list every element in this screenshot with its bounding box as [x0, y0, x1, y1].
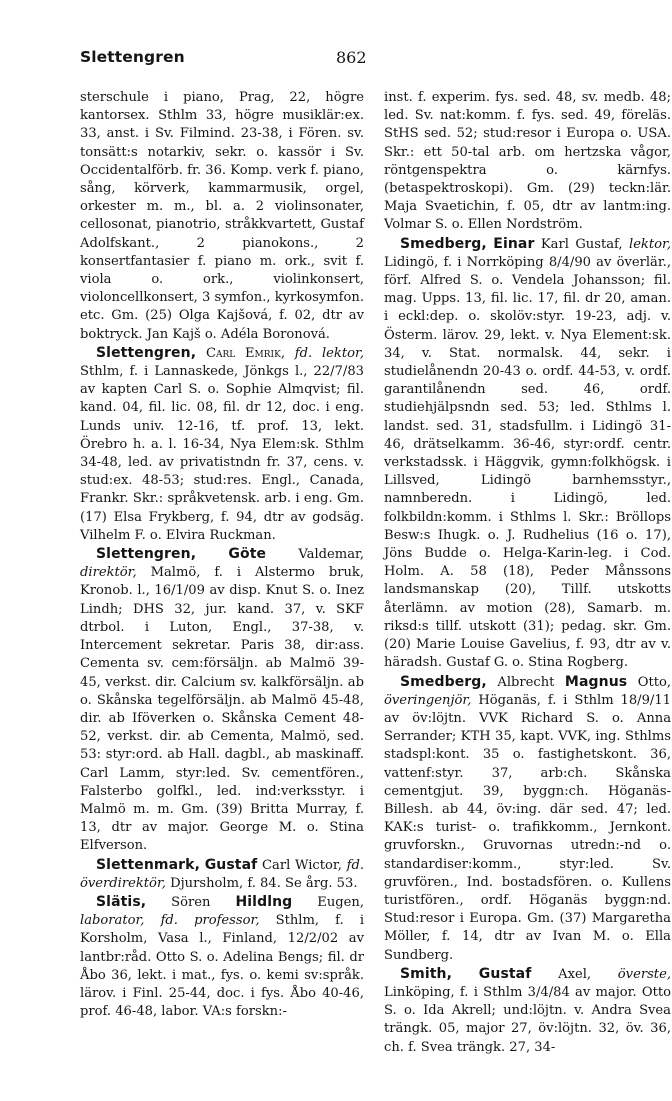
- entry-text: Malmö, f. i Alstermo bruk, Kronob. l., 16/1/09 av disp. Knut S. o. Inez Lindh; DHS 32, jur. kand. 37, v. SKF dtrbol. i Luton, Engl., 37-38, v. Intercement sekretar. Paris 38, dir:ass. Cementa sv. cem:försäljn. ab Malmö 39-45, verkst. dir. Calcium sv. kalkförsäljn. ab o. Skånska tegelförsäljn. ab Malmö 45-48, dir. ab Iföverken o. Skånska Cement 48-52, verkst. dir. ab Cementa, Malmö, sed. 53: styr:ord. ab Hall. dagbl., ab maskinaff. Carl Lamm, styr:led. Sv. cementfören., Falsterbo golfkl., led. ind:verksstyr. i Malmö m. m. Gm. (39) Britta Murray, f. 13, dtr av major. George M. o. Stina Elfverson.: [80, 565, 364, 854]
- entry-surname: Slettenmark,: [96, 856, 200, 873]
- left-column: [80, 89, 364, 1021]
- entry-smedberg-einar: [384, 235, 671, 673]
- entry-smedberg-magnus: [384, 673, 671, 965]
- entry-text: Sthlm, f. i Korsholm, Vasa l., Finland, 12/2/02 av lantbr:råd. Otto S. o. Adelina Bengs; fil. dr Åbo 36, lekt. i mat., fys. o. kemi sv:språk. lärov. i Finl. 25-44, doc. i fys. Åbo 40-46, prof. 46-48, labor. VA:s forskn:-: [80, 913, 365, 1020]
- entry-other-names: Albrecht: [497, 674, 555, 690]
- entry-surname: Slettengren,: [96, 344, 197, 361]
- running-head: Slettengren: [80, 48, 185, 66]
- entry-continuation: inst. f. experim. fys. sed. 48, sv. medb. 48; led. Sv. nat:komm. f. fys. sed. 49, föreläs. StHS sed. 52; stud:resor i Europa o. USA. Skr.: ett 50-tal arb. om hertzska vågor, röntgenspektra o. kärnfys. (betaspektroskopi). Gm. (29) teckn:lär. Maja Svaetichin, f. 05, dtr av lantm:ing. Volmar S. o. Ellen Nordström.: [384, 90, 671, 233]
- entry-slettengren-carl: [80, 344, 364, 545]
- entry-surname: Smedberg,: [400, 235, 487, 252]
- entry-surname: Smith,: [400, 965, 453, 982]
- entry-other-names: Sören: [171, 894, 211, 910]
- entry-surname: Slettengren,: [96, 546, 197, 563]
- entry-title: laborator, fd. professor,: [80, 913, 260, 929]
- page-header: [80, 48, 640, 74]
- entry-given-name: Carl Emrik,: [205, 345, 285, 361]
- entry-other-names: Eugen,: [317, 894, 365, 910]
- entry-title: överste,: [617, 966, 671, 982]
- entry-other-names: Otto,: [637, 674, 672, 690]
- entry-given-name: Göte: [228, 546, 267, 563]
- entry-text: Sthlm, f. i Lannaskede, Jönkgs l., 22/7/83 av kapten Carl S. o. Sophie Almqvist; fil. kand. 04, fil. lic. 08, fil. dr 12, doc. i eng. Lunds univ. 12-16, tf. prof. 13, lekt. Örebro h. a. l. 16-34, Nya Elem:sk. Sthlm 34-48, led. av privatistndn fr. 37, cens. v. stud:ex. 48-53; stud:res. Engl., Canada, Frankr. Skr.: språkvetensk. arb. i eng. Gm. (17) Elsa Frykberg, f. 94, dtr av godsäg. Vilhelm F. o. Elvira Ruckman.: [80, 364, 364, 543]
- entry-surname: Slätis,: [96, 893, 147, 910]
- entry-slatis: [80, 893, 364, 1021]
- entry-other-names: Axel,: [558, 966, 592, 982]
- entry-slettenmark: [80, 856, 364, 893]
- entry-given-name: Gustaf: [204, 856, 258, 873]
- entry-title: lektor,: [629, 236, 671, 252]
- entry-title: direktör,: [80, 565, 137, 581]
- entry-other-names: Carl Wictor,: [262, 857, 342, 873]
- entry-title: fd. lektor,: [294, 345, 364, 361]
- entry-title: överingenjör,: [384, 692, 472, 708]
- right-column: [384, 89, 671, 1057]
- entry-text: Linköping, f. i Sthlm 3/4/84 av major. Otto S. o. Ida Akrell; und:löjtn. v. Andra Svea trängk. 05, major 27, öv:löjtn. 32, öv. 36, ch. f. Svea trängk. 27, 34-: [384, 984, 671, 1055]
- entry-given-name: Gustaf: [478, 965, 532, 982]
- entry-given-name: Magnus: [564, 673, 628, 690]
- entry-given-name: Einar: [493, 235, 535, 252]
- entry-text: Lidingö, f. i Norrköping 8/4/90 av överlär., förf. Alfred S. o. Vendela Johansson; fil. mag. Upps. 13, fil. lic. 17, fil. dr 20, aman. i eckl:dep. o. skolöv:styr. 19-23, adj. v. Österm. lärov. 29, lekt. v. Nya Element:sk. 34, v. Stat. normalsk. 44, sekr. i studielånendn 20-43 o. ordf. 44-53, v. ordf. garantilånendn sed. 46, ordf. studiehjälpsndn sed. 53; led. Sthlms l. landst. sed. 31, stadsfullm. i Lidingö 31-46, drätselkamm. 36-46, styr:ordf. centr. verkstadssk. i Häggvik, gymn:folkhögsk. i Lillsved, Lidingö barnhemsstyr., namnberedn. i Lidingö, led. folkbildn:komm. i Sthlms l. Skr.: Bröllops Besw:s Ihugk. o. J. Rudhelius (16 o. 17), Jöns Budde o. Helga-Karin-leg. i Cod. Holm. A. 58 (18), Peder Månssons landsmanskap (20), Tillf. utskotts återlämn. av motion (28), Samarb. m. riksd:s tillf. utskott (31); pedag. skr. Gm. (20) Marie Louise Gavelius, f. 93, dtr av v. häradsh. Gustaf G. o. Stina Rogberg.: [384, 254, 671, 671]
- entry-smith: [384, 965, 671, 1057]
- page-number: 862: [336, 48, 367, 67]
- entry-other-names: Valdemar,: [298, 547, 364, 563]
- entry-title: fd. överdirektör,: [80, 857, 364, 891]
- entry-slettengren-gote: [80, 545, 364, 855]
- entry-text: Djursholm, f. 84. Se årg. 53.: [170, 875, 358, 891]
- entry-other-names: Karl Gustaf,: [540, 236, 623, 252]
- entry-continuation: sterschule i piano, Prag, 22, högre kantorsex. Sthlm 33, högre musiklär:ex. 33, anst. i Sv. Filmind. 23-38, i Fören. sv. tonsätt:s notarkiv, sekr. o. kassör i Sv. Occidentalförb. fr. 36. Komp. verk f. piano, sång, körverk, kammarmusik, orgel, orkester m. m., bl. a. 2 violinsonater, cellosonat, pianotrio, stråkkvartett, Gustaf Adolfskant., 2 pianokons., 2 konsertfantasier f. piano m. ork., svit f. viola o. ork., violinkonsert, violoncellkonsert, 3 symfon., kyrkosymfon. etc. Gm. (25) Olga Kajšová, f. 02, dtr av boktryck. Jan Kajš o. Adéla Boronová.: [80, 90, 364, 342]
- entry-text: Höganäs, f. i Sthlm 18/9/11 av öv:löjtn. VVK Richard S. o. Anna Serrander; KTH 35, kapt. VVK, ing. Sthlms stadspl:kont. 35 o. fastighetskont. 36, vattenf:styr. 37, arb:ch. Skånska cementgjut. 39, byggn:ch. Höganäs-Billesh. ab 44, öv:ing. där sed. 47; led. KAK:s turist- o. trafikkomm., Jernkont. gruvforskn., Gruvornas utredn:-nd o. standardiser:komm., styr:led. Sv. gruvfören., Ind. bostadsfören. o. Kullens turistfören., ordf. Höganäs byggn:nd. Stud:resor i Europa. Gm. (37) Margaretha Möller, f. 14, dtr av Ivan M. o. Ella Sundberg.: [384, 692, 671, 963]
- entry-surname: Smedberg,: [400, 673, 487, 690]
- entry-given-name: Hildlng: [235, 893, 293, 910]
